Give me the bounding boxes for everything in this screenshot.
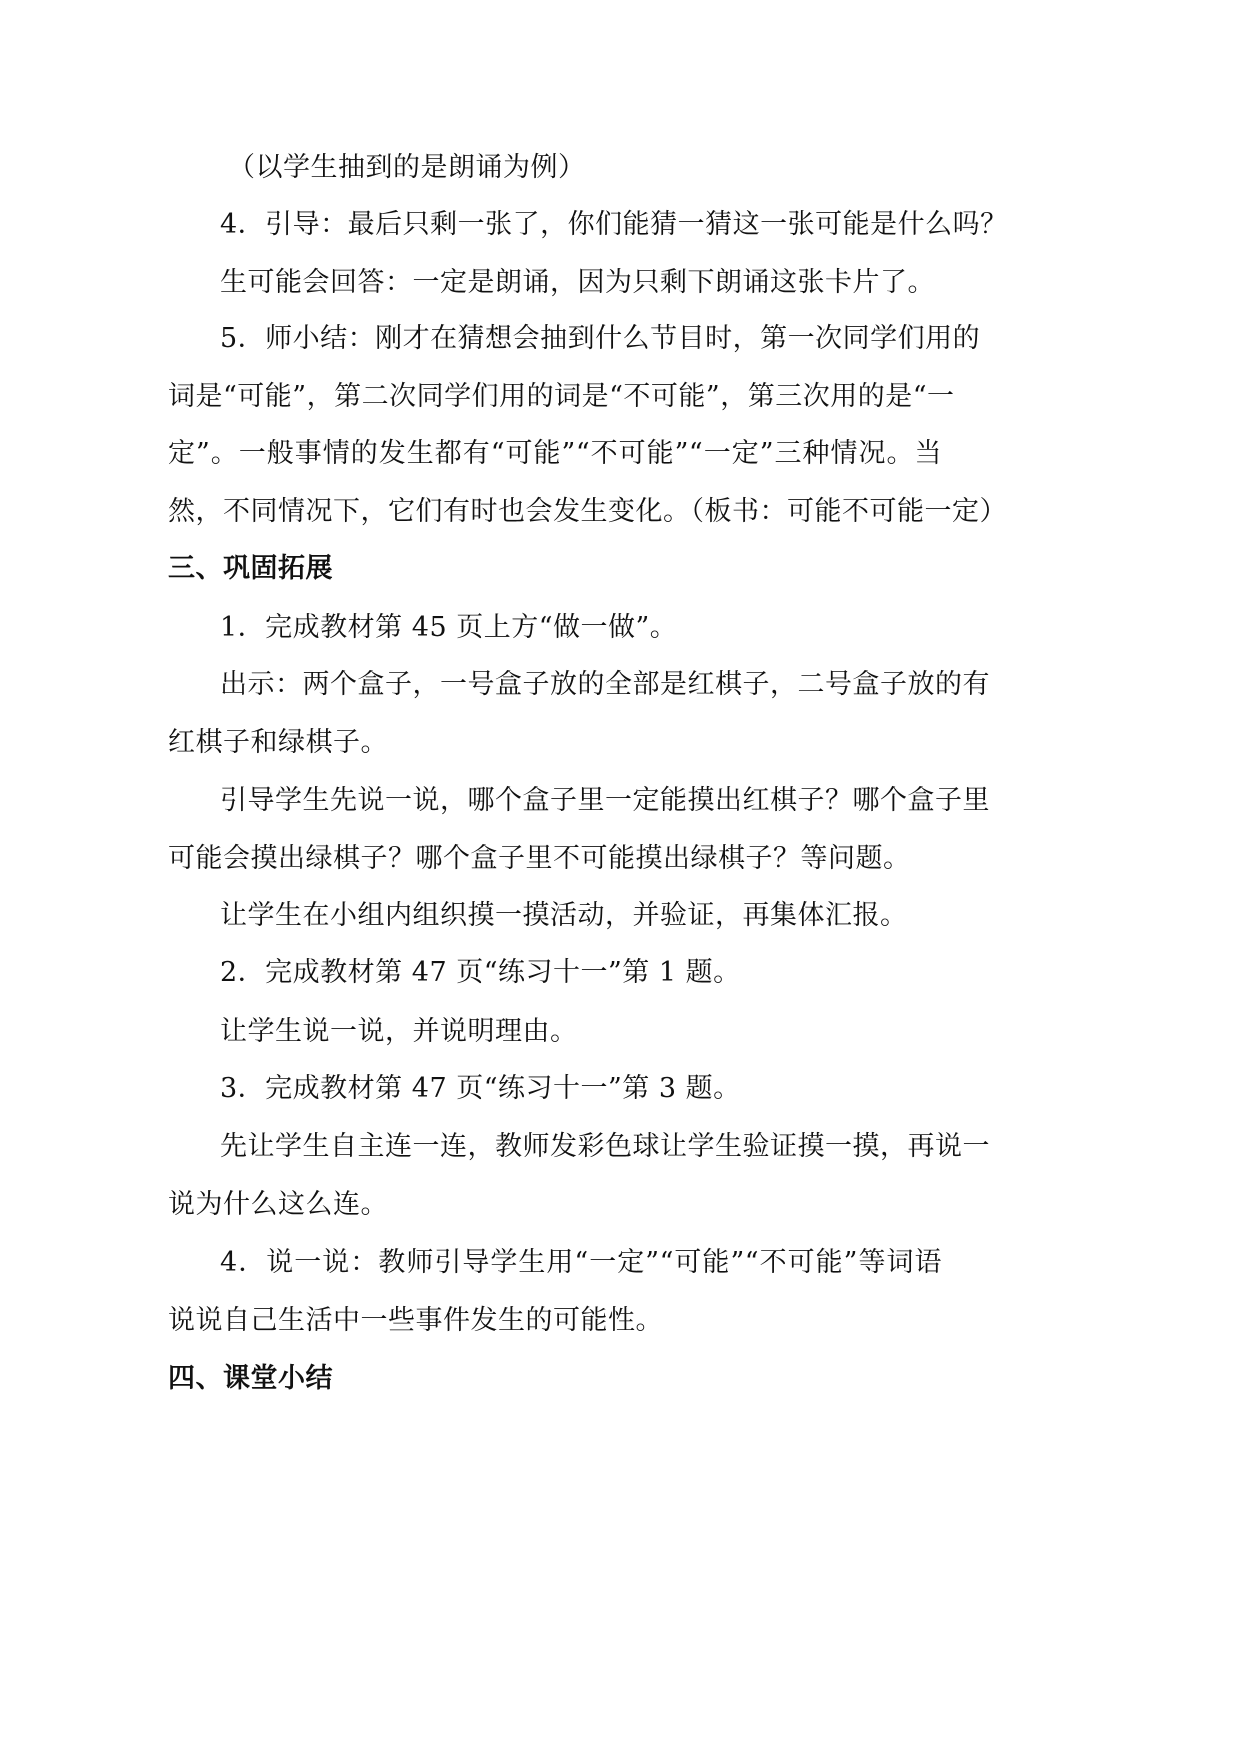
- paragraph-line: 词是“可能”，第二次同学们用的词是“不可能”，第三次用的是“一: [168, 381, 955, 412]
- paragraph-line: 4．说一说：教师引导学生用“一定”“可能”“不可能”等词语: [220, 1247, 942, 1278]
- paragraph-line: 先让学生自主连一连，教师发彩色球让学生验证摸一摸，再说一: [220, 1131, 990, 1162]
- paragraph-line: 可能会摸出绿棋子？哪个盒子里不可能摸出绿棋子？等问题。: [168, 843, 911, 874]
- paragraph-line: 2．完成教材第 47 页“练习十一”第 1 题。: [220, 957, 741, 988]
- paragraph-line: 1．完成教材第 45 页上方“做一做”。: [220, 612, 678, 643]
- paragraph-line: 定”。一般事情的发生都有“可能”“不可能”“一定”三种情况。当: [168, 438, 942, 469]
- paragraph-line: 让学生在小组内组织摸一摸活动，并验证，再集体汇报。: [220, 900, 908, 931]
- paragraph-line: 出示：两个盒子，一号盒子放的全部是红棋子，二号盒子放的有: [220, 669, 990, 700]
- paragraph-line: （以学生抽到的是朗诵为例）: [228, 152, 586, 183]
- section-heading: 三、巩固拓展: [168, 553, 333, 584]
- paragraph-line: 让学生说一说，并说明理由。: [220, 1016, 578, 1047]
- paragraph-line: 然，不同情况下，它们有时也会发生变化。（板书：可能不可能一定）: [168, 496, 1007, 527]
- paragraph-line: 引导学生先说一说，哪个盒子里一定能摸出红棋子？哪个盒子里: [220, 785, 990, 816]
- paragraph-line: 3．完成教材第 47 页“练习十一”第 3 题。: [220, 1073, 741, 1104]
- paragraph-line: 5．师小结：刚才在猜想会抽到什么节目时，第一次同学们用的: [220, 323, 981, 354]
- section-heading: 四、课堂小结: [168, 1363, 333, 1394]
- paragraph-line: 4．引导：最后只剩一张了，你们能猜一猜这一张可能是什么吗？: [220, 209, 1008, 240]
- paragraph-line: 说说自己生活中一些事件发生的可能性。: [168, 1305, 663, 1336]
- paragraph-line: 说为什么这么连。: [168, 1189, 388, 1220]
- paragraph-line: 红棋子和绿棋子。: [168, 727, 388, 758]
- paragraph-line: 生可能会回答：一定是朗诵，因为只剩下朗诵这张卡片了。: [220, 267, 935, 298]
